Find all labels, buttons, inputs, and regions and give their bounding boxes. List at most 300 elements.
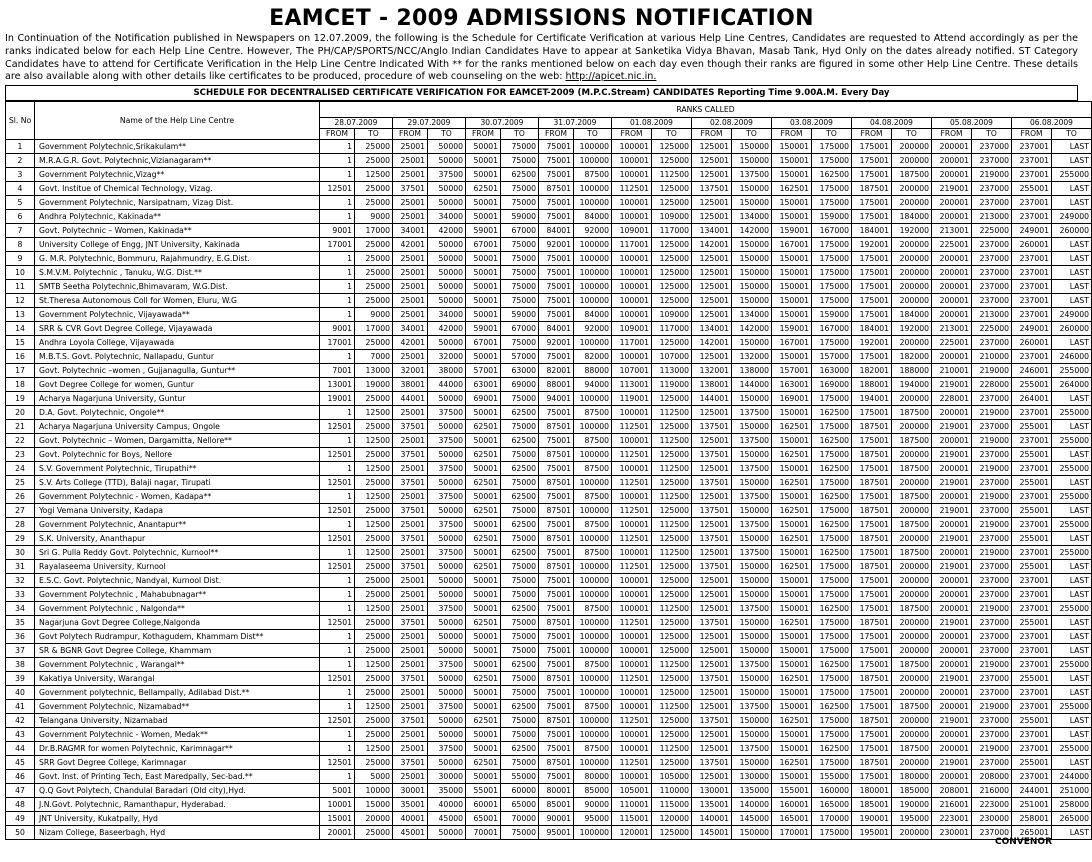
rank-to-cell: LAST [1052,420,1092,434]
rank-to-cell: 37500 [428,406,466,420]
notification-page [5,6,1089,840]
rank-to-cell: 260000 [1052,322,1092,336]
rank-from-cell: 50001 [466,630,501,644]
rank-from-cell: 170001 [772,826,812,840]
rank-to-cell: 175000 [812,728,852,742]
rank-to-cell: 62500 [501,700,539,714]
rank-to-cell: 25000 [355,532,393,546]
rank-from-cell: 125001 [692,518,732,532]
rank-to-cell: 160000 [812,784,852,798]
rank-to-cell: 50000 [428,532,466,546]
rank-to-cell: 84000 [574,210,612,224]
rank-from-cell: 175001 [852,630,892,644]
rank-from-cell: 187501 [852,560,892,574]
rank-to-cell: 25000 [355,196,393,210]
rank-from-cell: 132001 [692,364,732,378]
rank-from-cell: 175001 [852,588,892,602]
rank-from-cell: 75001 [539,308,574,322]
rank-to-cell: 184000 [892,308,932,322]
rank-from-cell: 25001 [393,140,428,154]
rank-to-cell: 228000 [972,378,1012,392]
rank-to-cell: 62500 [501,518,539,532]
rank-from-cell: 175001 [852,168,892,182]
rank-from-cell: 125001 [692,658,732,672]
rank-from-cell: 75001 [539,644,574,658]
rank-to-cell: 100000 [574,252,612,266]
rank-to-cell: 100000 [574,196,612,210]
rank-to-cell: LAST [1052,336,1092,350]
rank-to-cell: 25000 [355,686,393,700]
header-from: FROM [320,129,355,140]
rank-to-cell: 137500 [732,434,772,448]
rank-to-cell: 138000 [732,364,772,378]
row-sl-no: 12 [6,294,35,308]
row-centre-name: Acharya Nagarjuna University, Guntur [35,392,320,406]
table-row [6,350,1092,364]
rank-from-cell: 125001 [692,210,732,224]
rank-to-cell: 200000 [892,672,932,686]
rank-from-cell: 125001 [692,154,732,168]
rank-from-cell: 25001 [393,728,428,742]
row-sl-no: 16 [6,350,35,364]
rank-from-cell: 105001 [612,784,652,798]
rank-to-cell: 25000 [355,574,393,588]
table-row [6,154,1092,168]
rank-from-cell: 1 [320,294,355,308]
rank-to-cell: 150000 [732,826,772,840]
rank-to-cell: LAST [1052,616,1092,630]
rank-from-cell: 37501 [393,616,428,630]
row-centre-name: Andhra Polytechnic, Kakinada** [35,210,320,224]
rank-to-cell: LAST [1052,294,1092,308]
rank-to-cell: 100000 [574,280,612,294]
rank-from-cell: 219001 [932,420,972,434]
rank-to-cell: LAST [1052,686,1092,700]
rank-from-cell: 135001 [692,798,732,812]
rank-from-cell: 50001 [466,700,501,714]
rank-from-cell: 50001 [466,658,501,672]
rank-to-cell: 237000 [972,448,1012,462]
rank-to-cell: 200000 [892,280,932,294]
rank-from-cell: 125001 [692,350,732,364]
row-centre-name: Yogi Vemana University, Kadapa [35,504,320,518]
rank-from-cell: 150001 [772,140,812,154]
table-row [6,560,1092,574]
rank-to-cell: 12500 [355,434,393,448]
rank-from-cell: 50001 [466,168,501,182]
row-sl-no: 4 [6,182,35,196]
intro-text: In Continuation of the Notification published in Newspapers on 12.07.2009, the following is the Schedule for Certificate Verification at various Help Line Centres, Candidates are requested to Attend accordingly as per the ranks indicated below for each Help Line Centre. However, The PH/CAP/SPORTS/NCC/Anglo Indian Candidates Have to appear at Sanketika Vidya Bhavan, Masab Tank, Hyd Only on the dates already notified. ST Category Candidates have to attend for Certificate Verification in the Help Line Centre Indicated With ** for the ranks mentioned below on each day even though their ranks are figured in some other Help Line Centre. These details are also available along with other details like certificates to be produced, procedure of web counseling on the web: [5,33,1078,83]
rank-from-cell: 50001 [466,434,501,448]
rank-from-cell: 125001 [692,742,732,756]
row-sl-no: 22 [6,434,35,448]
rank-from-cell: 200001 [932,294,972,308]
rank-to-cell: 255000 [1052,462,1092,476]
rank-from-cell: 200001 [932,252,972,266]
rank-to-cell: 125000 [652,728,692,742]
row-sl-no: 37 [6,644,35,658]
rank-from-cell: 187501 [852,616,892,630]
rank-to-cell: 75000 [501,826,539,840]
rank-to-cell: 187500 [892,406,932,420]
rank-to-cell: 132000 [732,350,772,364]
rank-to-cell: 200000 [892,336,932,350]
rank-from-cell: 125001 [692,266,732,280]
rank-from-cell: 150001 [772,546,812,560]
rank-from-cell: 150001 [772,196,812,210]
rank-to-cell: 237000 [972,714,1012,728]
rank-from-cell: 162501 [772,616,812,630]
rank-from-cell: 200001 [932,602,972,616]
rank-to-cell: 237000 [972,392,1012,406]
rank-from-cell: 162501 [772,560,812,574]
rank-to-cell: 12500 [355,462,393,476]
rank-to-cell: LAST [1052,756,1092,770]
rank-from-cell: 237001 [1012,266,1052,280]
rank-from-cell: 50001 [466,462,501,476]
row-centre-name: G. M.R. Polytechnic, Bommuru, Rajahmundry, E.G.Dist. [35,252,320,266]
rank-to-cell: 107000 [652,350,692,364]
rank-to-cell: 200000 [892,756,932,770]
rank-from-cell: 255001 [1012,714,1052,728]
rank-from-cell: 219001 [932,560,972,574]
rank-from-cell: 162501 [772,672,812,686]
rank-to-cell: 75000 [501,616,539,630]
row-centre-name: S.M.V.M. Polytechnic , Tanuku, W.G. Dist.** [35,266,320,280]
rank-from-cell: 159001 [772,224,812,238]
rank-to-cell: 75000 [501,504,539,518]
header-date: 03.08.2009 [772,118,852,129]
rank-to-cell: 50000 [428,728,466,742]
rank-from-cell: 255001 [1012,756,1052,770]
rank-to-cell: 25000 [355,826,393,840]
rank-from-cell: 200001 [932,350,972,364]
rank-to-cell: 25000 [355,238,393,252]
rank-to-cell: 125000 [652,504,692,518]
rank-to-cell: 134000 [732,308,772,322]
rank-from-cell: 1 [320,644,355,658]
rank-to-cell: 150000 [732,588,772,602]
rank-to-cell: 142000 [732,224,772,238]
rank-to-cell: 162500 [812,602,852,616]
rank-to-cell: 30000 [428,770,466,784]
rank-to-cell: 150000 [732,420,772,434]
rank-from-cell: 162501 [772,504,812,518]
rank-from-cell: 75001 [539,602,574,616]
table-row [6,826,1092,840]
rank-to-cell: 84000 [574,308,612,322]
row-centre-name: Govt. Polytechnic – Women, Dargamitta, Nellore** [35,434,320,448]
rank-to-cell: 150000 [732,756,772,770]
rank-to-cell: 87500 [574,462,612,476]
row-sl-no: 14 [6,322,35,336]
header-from: FROM [612,129,652,140]
rank-from-cell: 1 [320,140,355,154]
rank-to-cell: 85000 [574,784,612,798]
rank-to-cell: 237000 [972,476,1012,490]
table-row [6,448,1092,462]
rank-to-cell: 100000 [574,560,612,574]
rank-to-cell: 125000 [652,630,692,644]
rank-to-cell: LAST [1052,714,1092,728]
rank-to-cell: 162500 [812,406,852,420]
rank-from-cell: 62501 [466,532,501,546]
rank-from-cell: 150001 [772,644,812,658]
rank-to-cell: 175000 [812,420,852,434]
rank-to-cell: 25000 [355,392,393,406]
rank-from-cell: 237001 [1012,644,1052,658]
rank-from-cell: 84001 [539,224,574,238]
rank-from-cell: 75001 [539,140,574,154]
rank-from-cell: 162501 [772,182,812,196]
rank-to-cell: 150000 [732,616,772,630]
rank-to-cell: 44000 [428,378,466,392]
rank-to-cell: 200000 [892,140,932,154]
rank-from-cell: 175001 [852,406,892,420]
rank-to-cell: 219000 [972,658,1012,672]
rank-from-cell: 237001 [1012,490,1052,504]
website-link[interactable]: http://apicet.nic.in. [565,71,657,83]
rank-from-cell: 50001 [466,644,501,658]
rank-to-cell: 125000 [652,826,692,840]
row-sl-no: 31 [6,560,35,574]
header-to: TO [574,129,612,140]
rank-from-cell: 150001 [772,770,812,784]
rank-from-cell: 162501 [772,756,812,770]
rank-to-cell: 200000 [892,532,932,546]
rank-to-cell: 225000 [972,322,1012,336]
rank-to-cell: 25000 [355,756,393,770]
rank-to-cell: 12500 [355,700,393,714]
rank-to-cell: 112500 [652,462,692,476]
rank-to-cell: 9000 [355,308,393,322]
rank-from-cell: 50001 [466,294,501,308]
rank-to-cell: 50000 [428,644,466,658]
rank-to-cell: LAST [1052,672,1092,686]
rank-to-cell: 75000 [501,476,539,490]
rank-from-cell: 134001 [692,224,732,238]
table-row [6,616,1092,630]
rank-to-cell: 175000 [812,182,852,196]
rank-from-cell: 188001 [852,378,892,392]
rank-to-cell: 237000 [972,756,1012,770]
rank-to-cell: 95000 [574,812,612,826]
rank-to-cell: 50000 [428,154,466,168]
rank-to-cell: LAST [1052,140,1092,154]
rank-from-cell: 175001 [852,602,892,616]
rank-from-cell: 144001 [692,392,732,406]
rank-from-cell: 200001 [932,266,972,280]
rank-to-cell: 37500 [428,518,466,532]
rank-to-cell: 100000 [574,504,612,518]
rank-to-cell: 25000 [355,616,393,630]
rank-from-cell: 112501 [612,182,652,196]
rank-from-cell: 100001 [612,350,652,364]
row-sl-no: 38 [6,658,35,672]
rank-to-cell: 219000 [972,518,1012,532]
rank-from-cell: 1 [320,168,355,182]
rank-to-cell: LAST [1052,154,1092,168]
rank-to-cell: 25000 [355,294,393,308]
rank-to-cell: 194000 [892,378,932,392]
rank-to-cell: 37500 [428,742,466,756]
rank-from-cell: 50001 [466,588,501,602]
rank-to-cell: 200000 [892,826,932,840]
row-centre-name: Nizam College, Baseerbagh, Hyd [35,826,320,840]
rank-from-cell: 92001 [539,238,574,252]
rank-to-cell: 94000 [574,378,612,392]
rank-from-cell: 175001 [852,728,892,742]
rank-to-cell: LAST [1052,588,1092,602]
rank-from-cell: 12501 [320,182,355,196]
rank-to-cell: 25000 [355,140,393,154]
rank-from-cell: 1 [320,196,355,210]
row-sl-no: 8 [6,238,35,252]
rank-from-cell: 62501 [466,448,501,462]
table-row [6,504,1092,518]
rank-from-cell: 175001 [852,294,892,308]
rank-to-cell: LAST [1052,630,1092,644]
rank-to-cell: 162500 [812,434,852,448]
rank-to-cell: 150000 [732,238,772,252]
rank-from-cell: 34001 [393,322,428,336]
rank-from-cell: 200001 [932,196,972,210]
rank-from-cell: 112501 [612,448,652,462]
row-centre-name: M.R.A.G.R. Govt. Polytechnic,Vizianagaram** [35,154,320,168]
rank-from-cell: 25001 [393,294,428,308]
rank-from-cell: 1 [320,742,355,756]
row-sl-no: 2 [6,154,35,168]
rank-to-cell: 125000 [652,714,692,728]
rank-from-cell: 13001 [320,378,355,392]
rank-to-cell: 187500 [892,602,932,616]
rank-from-cell: 237001 [1012,154,1052,168]
rank-from-cell: 137501 [692,476,732,490]
rank-from-cell: 255001 [1012,560,1052,574]
rank-to-cell: 75000 [501,756,539,770]
rank-from-cell: 20001 [320,826,355,840]
rank-to-cell: LAST [1052,504,1092,518]
rank-to-cell: 162500 [812,518,852,532]
row-centre-name: Rayalaseema University, Kurnool [35,560,320,574]
rank-from-cell: 160001 [772,798,812,812]
rank-from-cell: 237001 [1012,602,1052,616]
rank-from-cell: 237001 [1012,546,1052,560]
header-to: TO [652,129,692,140]
rank-to-cell: LAST [1052,728,1092,742]
rank-from-cell: 219001 [932,476,972,490]
rank-from-cell: 75001 [539,588,574,602]
rank-from-cell: 10001 [320,798,355,812]
rank-to-cell: 125000 [652,476,692,490]
rank-to-cell: 100000 [574,686,612,700]
rank-to-cell: 25000 [355,448,393,462]
rank-from-cell: 175001 [852,686,892,700]
rank-from-cell: 1 [320,406,355,420]
rank-to-cell: 125000 [652,266,692,280]
rank-from-cell: 260001 [1012,336,1052,350]
table-row [6,392,1092,406]
rank-to-cell: 237000 [972,672,1012,686]
rank-to-cell: 175000 [812,238,852,252]
rank-from-cell: 25001 [393,574,428,588]
rank-from-cell: 1 [320,266,355,280]
rank-from-cell: 192001 [852,336,892,350]
rank-to-cell: 155000 [812,770,852,784]
rank-from-cell: 112501 [612,532,652,546]
rank-from-cell: 15001 [320,812,355,826]
header-sl-no: Sl. No [6,102,35,140]
rank-from-cell: 200001 [932,658,972,672]
row-centre-name: Kakatiya University, Warangal [35,672,320,686]
rank-from-cell: 100001 [612,210,652,224]
rank-from-cell: 25001 [393,350,428,364]
row-centre-name: Government Polytechnic, Vijayawada** [35,308,320,322]
rank-to-cell: 187500 [892,518,932,532]
rank-to-cell: 130000 [732,770,772,784]
rank-from-cell: 190001 [852,812,892,826]
rank-from-cell: 237001 [1012,140,1052,154]
rank-to-cell: 59000 [501,308,539,322]
rank-from-cell: 137501 [692,714,732,728]
rank-to-cell: 219000 [972,434,1012,448]
rank-to-cell: 75000 [501,238,539,252]
rank-to-cell: 237000 [972,420,1012,434]
rank-to-cell: 75000 [501,532,539,546]
rank-from-cell: 100001 [612,630,652,644]
rank-to-cell: 137500 [732,700,772,714]
row-centre-name: Q.Q Govt Polytech, Chandulal Baradari (Old city),Hyd. [35,784,320,798]
rank-to-cell: 200000 [892,728,932,742]
rank-to-cell: 25000 [355,476,393,490]
rank-to-cell: 125000 [652,756,692,770]
rank-to-cell: 264000 [1052,378,1092,392]
signature-convenor: CONVENOR [994,837,1052,847]
rank-to-cell: 237000 [972,140,1012,154]
rank-to-cell: LAST [1052,182,1092,196]
rank-from-cell: 137501 [692,182,732,196]
rank-to-cell: 62500 [501,434,539,448]
rank-to-cell: 80000 [574,770,612,784]
rank-to-cell: 175000 [812,644,852,658]
row-centre-name: SRR Govt Degree College, Karimnagar [35,756,320,770]
rank-to-cell: 255000 [1052,700,1092,714]
rank-from-cell: 25001 [393,700,428,714]
rank-from-cell: 150001 [772,742,812,756]
rank-from-cell: 192001 [852,238,892,252]
rank-to-cell: 137500 [732,518,772,532]
rank-from-cell: 87501 [539,182,574,196]
rank-from-cell: 265001 [1012,826,1052,840]
rank-to-cell: 100000 [574,294,612,308]
rank-from-cell: 150001 [772,154,812,168]
rank-from-cell: 175001 [852,490,892,504]
rank-to-cell: 37500 [428,700,466,714]
rank-to-cell: 25000 [355,154,393,168]
rank-to-cell: 200000 [892,644,932,658]
rank-from-cell: 187501 [852,476,892,490]
rank-from-cell: 200001 [932,700,972,714]
rank-to-cell: 187500 [892,434,932,448]
row-centre-name: Dr.B.RAGMR for women Polytechnic, Karimnagar** [35,742,320,756]
table-row [6,770,1092,784]
rank-from-cell: 25001 [393,770,428,784]
rank-from-cell: 237001 [1012,210,1052,224]
rank-from-cell: 37501 [393,714,428,728]
rank-to-cell: 213000 [972,210,1012,224]
rank-from-cell: 7001 [320,364,355,378]
rank-from-cell: 1 [320,490,355,504]
